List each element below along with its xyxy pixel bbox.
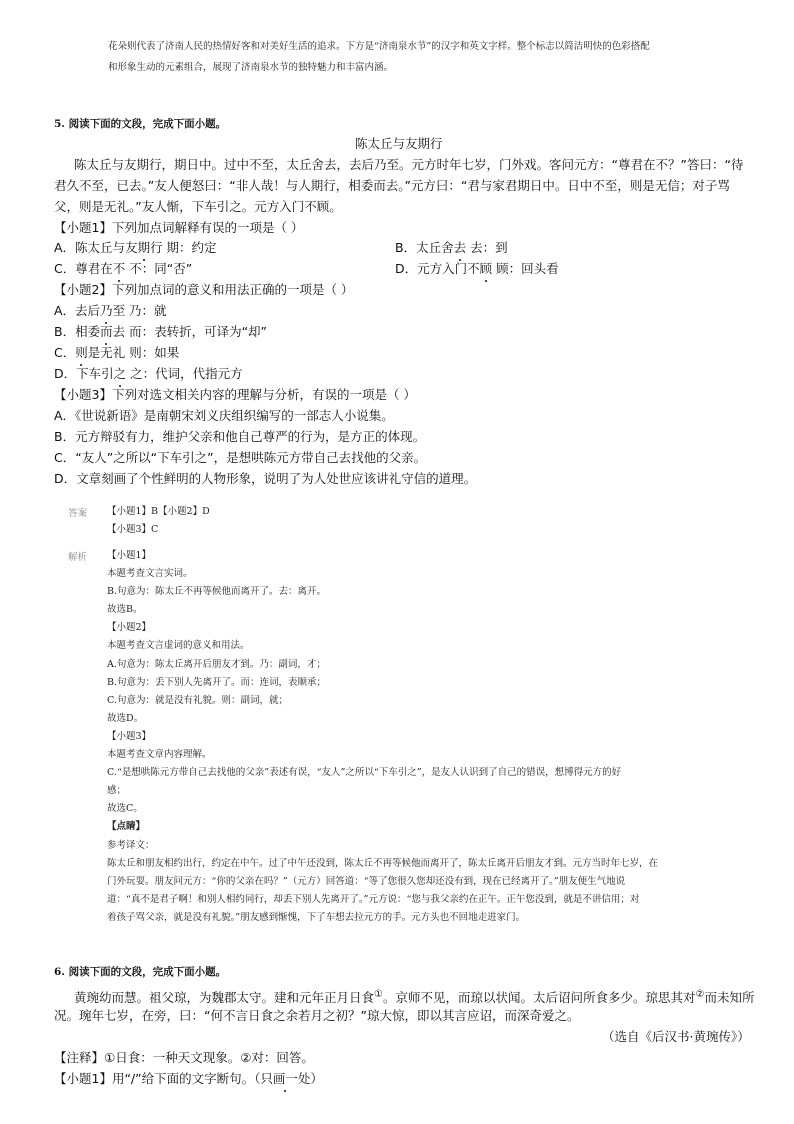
passage-text: 黄琬幼而慧。祖父琼，为魏郡太守。建和元年正月日食 — [74, 990, 375, 1006]
analysis-line: 故选D。 — [107, 712, 144, 724]
q5-sub1-option-c — [54, 258, 192, 279]
option-text: B．太丘舍 — [395, 240, 454, 255]
analysis-line: A.句意为：陈太丘离开后朋友才到。乃：副词，才； — [107, 658, 326, 670]
q5-sub2-option-a — [54, 300, 167, 321]
q5-sub2-option-b — [54, 321, 267, 342]
dotted-word: 去 — [454, 237, 467, 258]
answer-line: 【小题3】C — [107, 524, 159, 536]
answer-block — [107, 503, 210, 539]
q5-passage-line-3: 父，则是无礼。”友人惭，下车引之。元方入门不顾。 — [54, 199, 342, 214]
q5-heading: 5. 阅读下面的文段，完成下面小题。 — [54, 118, 227, 130]
intro-line-2: 和形象生动的元素组合，展现了济南泉水节的独特魅力和丰富内涵。 — [108, 62, 394, 73]
dotted-word: 乃 — [100, 300, 113, 321]
analysis-line: 感； — [107, 785, 127, 797]
option-text: D．下车引 — [54, 366, 114, 381]
dotted-word: 之 — [114, 363, 127, 384]
q5-sub2-option-c — [54, 342, 179, 363]
analysis-line: 【点睛】 — [107, 821, 146, 833]
analysis-line: 故选C。 — [107, 803, 143, 815]
option-text: 行 期：约定 — [150, 240, 217, 255]
passage-text: 而未知所 — [704, 990, 755, 1006]
q5-sub3-option-b: B．元方辩驳有力，维护父亲和他自己尊严的行为，是方正的体现。 — [54, 429, 426, 444]
option-text: 去：到 — [466, 240, 508, 255]
stem-text: 【小题1】用“/”给下面的文字断句。（ — [54, 1071, 261, 1086]
q5-sub2-option-d — [54, 363, 243, 384]
q5-sub3-option-a: A．《世说新语》是南朝宋刘义庆组织编写的一部志人小说集。 — [54, 408, 394, 423]
footnote-mark: ① — [374, 989, 383, 1000]
analysis-line: C.“是想哄陈元方带自己去找他的父亲”表述有误，“友人”之所以“下车引之”，是友人认识到了自己的错误，想博得元方的好 — [107, 767, 622, 779]
intro-line-1: 花朵则代表了济南人民的热情好客和对美好生活的追求。下方是“济南泉水节”的汉字和英文字样。整个标志以简洁明快的色彩搭配 — [108, 41, 650, 52]
option-text: 去 而：表转折，可译为“却” — [112, 324, 268, 339]
q5-sub1-stem: 【小题1】下列加点词解释有误的一项是（ ） — [54, 220, 304, 235]
stem-text: ） — [310, 1071, 323, 1086]
analysis-line: 道：“真不是君子啊！和别人相约同行，却丢下别人先离开了。”元方说：“您与我父亲约在正午。正午您没到，就是不讲信用；对 — [107, 893, 640, 905]
q5-sub3-option-d: D．文章刻画了个性鲜明的人物形象，说明了为人处世应该讲礼守信的道理。 — [54, 471, 477, 486]
option-text: A．去后 — [54, 303, 101, 318]
dotted-word: 不 — [113, 258, 126, 279]
q6-heading: 6. 阅读下面的文段，完成下面小题。 — [54, 966, 227, 978]
analysis-line: C.句意为：就是没有礼貌。则：副词，就； — [107, 694, 288, 706]
analysis-line: 本题考查文言实词。 — [107, 568, 193, 580]
analysis-block — [107, 547, 658, 927]
analysis-line: 本题考查文言虚词的意义和用法。 — [107, 640, 250, 652]
analysis-label: 解析 — [68, 552, 88, 563]
q5-sub3-stem: 【小题3】下列对选文相关内容的理解与分析，有误的一项是（ ） — [54, 387, 416, 402]
answer-label: 答案 — [68, 508, 88, 519]
analysis-line: 【小题2】 — [107, 622, 152, 634]
option-text: C．尊君在 — [54, 261, 113, 276]
option-text: A．陈太丘与友 — [54, 240, 138, 255]
dotted-word: 只画一处 — [260, 1068, 310, 1089]
dotted-word: 顾 — [480, 258, 493, 279]
dotted-word: 期 — [138, 237, 151, 258]
q5-title: 陈太丘与友期行 — [355, 136, 443, 151]
analysis-line: 【小题1】 — [107, 550, 152, 561]
q6-note: 【注释】①日食：一种天文现象。②对：回答。 — [54, 1050, 314, 1065]
option-text: 至 乃：就 — [112, 303, 167, 318]
passage-text: 。京师不见，而琼以状闻。太后诏问所食多少。琼思其对 — [382, 990, 696, 1006]
q6-source: （选自《后汉书·黄琬传》） — [602, 1029, 750, 1044]
analysis-line: 故选B。 — [107, 604, 143, 616]
dotted-word: 则 — [75, 342, 88, 363]
analysis-line: 门外玩耍。朋友问元方：“你的父亲在吗？”（元方）回答道：“等了您很久您却还没有到，现在已经离开了。”朋友便生气地说 — [107, 875, 626, 887]
analysis-line: 参考译文： — [107, 839, 155, 851]
q6-passage-line-2: 况。琬年七岁，在旁，曰：“何不言日食之余若月之初？”琼大惊，即以其言应诏，而深奇爱之。 — [54, 1008, 580, 1023]
option-text: 不：同“否” — [125, 261, 193, 276]
option-text: C． — [54, 345, 76, 360]
analysis-line: 着孩子骂父亲，就是没有礼貌。”朋友感到惭愧，下了车想去拉元方的手。元方头也不回地走进家门。 — [107, 911, 526, 923]
option-text: D．元方入门不 — [395, 261, 480, 276]
option-text: B．相委 — [54, 324, 101, 339]
q5-sub1-option-d — [395, 258, 559, 279]
analysis-line: 【小题3】 — [107, 730, 152, 742]
q5-passage-line-2: 君久不至，已去。”友人便怒曰：“非人哉！与人期行，相委而去。”元方曰：“君与家君期日中。日中不至，则是无信；对子骂 — [54, 178, 730, 193]
analysis-line: 本题考查文章内容理解。 — [107, 749, 212, 761]
q5-sub2-stem: 【小题2】下列加点词的意义和用法正确的一项是（ ） — [54, 282, 354, 297]
q5-sub3-option-c: C．“友人”之所以“下车引之”，是想哄陈元方带自己去找他的父亲。 — [54, 450, 427, 465]
q5-sub1-option-a — [54, 237, 217, 258]
q5-sub1-option-b — [395, 237, 508, 258]
q5-passage-line-1: 陈太丘与友期行，期日中。过中不至，太丘舍去，去后乃至。元方时年七岁，门外戏。客问元方：“尊君在不？”答曰：“待 — [74, 157, 744, 172]
q6-sub1-stem — [54, 1068, 323, 1089]
analysis-line: B.句意为：陈太丘不再等候他而离开了。去：离开。 — [107, 586, 327, 598]
footnote-mark: ② — [695, 989, 705, 1000]
analysis-line: B.句意为：丢下别人先离开了。而：连词，表顺承； — [107, 676, 327, 688]
answer-line: 【小题1】B【小题2】D — [107, 506, 210, 517]
option-text: 顾：回头看 — [492, 261, 559, 276]
option-text: 之：代词，代指元方 — [126, 366, 243, 381]
analysis-line: 陈太丘和朋友相约出行，约定在中午。过了中午还没到，陈太丘不再等候他而离开了，陈太丘离开后朋友才到。元方当时年七岁，在 — [107, 857, 659, 869]
dotted-word: 而 — [100, 321, 113, 342]
option-text: 是无礼 则：如果 — [87, 345, 180, 360]
